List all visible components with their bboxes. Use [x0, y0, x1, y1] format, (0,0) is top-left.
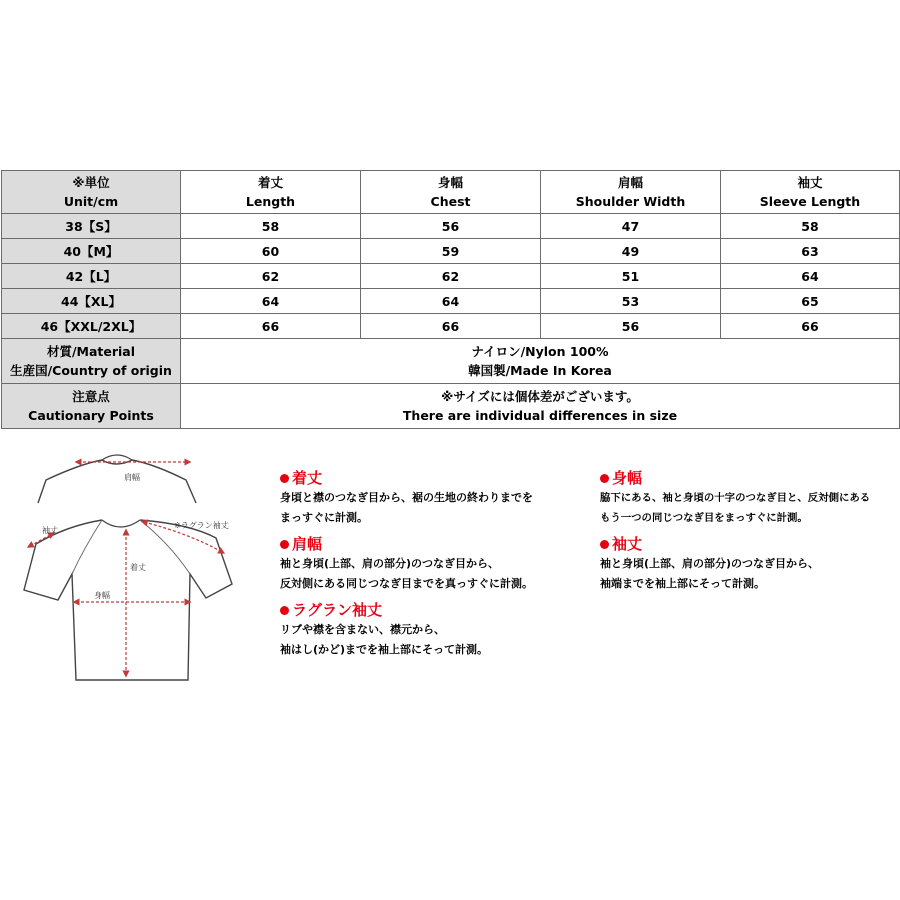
chest-diagram-label: 身幅: [94, 591, 110, 600]
raglan-diagram-label: ※ラグラン袖丈: [174, 521, 229, 530]
value-cell: 53: [541, 289, 721, 314]
value-cell: 63: [721, 239, 900, 264]
bullet-dot-icon: [280, 474, 289, 483]
value-cell: 62: [181, 264, 361, 289]
note-line: 袖と身頃(上部、肩の部分)のつなぎ目から、: [280, 557, 500, 570]
note-title: 袖丈: [612, 535, 643, 553]
table-row: [2, 214, 900, 239]
bullet-dot-icon: [280, 606, 289, 615]
value-cell: 58: [181, 214, 361, 239]
table-row: [2, 289, 900, 314]
note-line: リブや襟を含まない、襟元から、: [280, 623, 445, 636]
note-title: 肩幅: [292, 535, 323, 553]
note-raglan: [280, 600, 533, 660]
size-table: [1, 170, 900, 429]
value-cell: 64: [721, 264, 900, 289]
note-line: もう一つの同じつなぎ目をまっすぐに計測。: [600, 512, 808, 524]
length-diagram-label: 着丈: [130, 563, 146, 572]
note-line: 脇下にある、袖と身頃の十字のつなぎ目と、反対側にある: [600, 492, 871, 504]
value-cell: 66: [361, 314, 541, 339]
note-line: 身頃と襟のつなぎ目から、裾の生地の終わりまでを: [280, 491, 533, 504]
value-cell: 65: [721, 289, 900, 314]
value-cell: 66: [721, 314, 900, 339]
value-cell: 59: [361, 239, 541, 264]
notes-right-column: [600, 468, 870, 600]
bullet-dot-icon: [280, 540, 289, 549]
sleeve-arrow: [30, 534, 52, 546]
sleeve-diagram-label: 袖丈: [42, 526, 58, 535]
material-label-cell: 材質/Material 生産国/Country of origin: [2, 339, 181, 384]
caution-value-cell: ※サイズには個体差がございます。 There are individual differences in size: [181, 384, 900, 429]
size-label-cell: 38【S】: [2, 214, 181, 239]
table-header-row: [2, 171, 900, 214]
shoulder-width-header-cell: 肩幅 Shoulder Width: [541, 171, 721, 214]
value-cell: 62: [361, 264, 541, 289]
size-label-cell: 46【XXL/2XL】: [2, 314, 181, 339]
unit-header-cell: ※単位 Unit/cm: [2, 171, 181, 214]
table-row: [2, 264, 900, 289]
note-line: まっすぐに計測。: [280, 511, 368, 524]
note-chest: [600, 468, 870, 528]
value-cell: 64: [181, 289, 361, 314]
bullet-dot-icon: [600, 540, 609, 549]
value-cell: 60: [181, 239, 361, 264]
value-cell: 49: [541, 239, 721, 264]
value-cell: 66: [181, 314, 361, 339]
length-header-cell: 着丈 Length: [181, 171, 361, 214]
material-row: [2, 339, 900, 384]
value-cell: 51: [541, 264, 721, 289]
table-row: [2, 239, 900, 264]
note-title: ラグラン袖丈: [292, 601, 383, 619]
bullet-dot-icon: [600, 474, 609, 483]
value-cell: 56: [541, 314, 721, 339]
note-shoulder: [280, 534, 533, 594]
value-cell: 64: [361, 289, 541, 314]
garment-front-view: [24, 520, 232, 680]
caution-label-cell: 注意点 Cautionary Points: [2, 384, 181, 429]
caution-row: [2, 384, 900, 429]
notes-left-column: [280, 468, 533, 666]
value-cell: 56: [361, 214, 541, 239]
size-label-cell: 42【L】: [2, 264, 181, 289]
size-label-cell: 40【M】: [2, 239, 181, 264]
shoulder-diagram-label: 肩幅: [124, 473, 140, 482]
chest-header-cell: 身幅 Chest: [361, 171, 541, 214]
note-title: 身幅: [612, 469, 643, 487]
note-line: 袖端までを袖上部にそって計測。: [600, 577, 765, 590]
note-line: 反対側にある同じつなぎ目までを真っすぐに計測。: [280, 577, 533, 590]
note-title: 着丈: [292, 469, 323, 487]
note-sleeve: [600, 534, 870, 594]
garment-back-view: [38, 455, 196, 503]
size-label-cell: 44【XL】: [2, 289, 181, 314]
value-cell: 58: [721, 214, 900, 239]
material-value-cell: ナイロン/Nylon 100% 韓国製/Made In Korea: [181, 339, 900, 384]
sleeve-length-header-cell: 袖丈 Sleeve Length: [721, 171, 900, 214]
value-cell: 47: [541, 214, 721, 239]
note-line: 袖と身頃(上部、肩の部分)のつなぎ目から、: [600, 557, 820, 570]
table-row: [2, 314, 900, 339]
garment-measurement-diagram: [20, 448, 250, 688]
note-length: [280, 468, 533, 528]
note-line: 袖はし(かど)までを袖上部にそって計測。: [280, 643, 489, 656]
